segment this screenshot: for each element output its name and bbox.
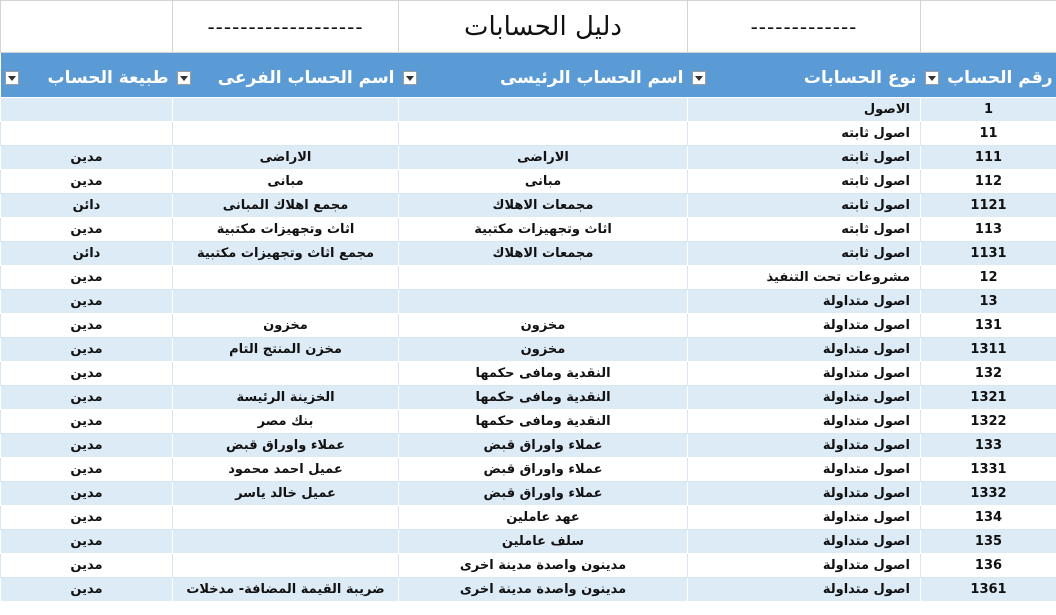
cell-nature[interactable]: دائن (1, 194, 173, 218)
header-sub-label: اسم الحساب الفرعى (217, 68, 395, 88)
table-row (1, 410, 1056, 434)
cell-nature[interactable]: مدين (1, 434, 173, 458)
cell-nature[interactable]: مدين (1, 170, 173, 194)
cell-sub-account[interactable]: عميل احمد محمود (173, 458, 399, 482)
cell-sub-account[interactable]: مخزن المنتج التام (173, 338, 399, 362)
cell-account-type[interactable]: اصول متداولة (688, 314, 921, 338)
table-row (1, 194, 1056, 218)
cell-nature[interactable]: مدين (1, 554, 173, 578)
cell-sub-account[interactable] (173, 530, 399, 554)
cell-nature[interactable]: مدين (1, 530, 173, 554)
cell-sub-account[interactable] (173, 506, 399, 530)
empty-cell[interactable] (1, 1, 173, 53)
cell-main-account[interactable]: النقدية ومافى حكمها (399, 386, 688, 410)
cell-nature[interactable]: مدين (1, 578, 173, 602)
table-row (1, 218, 1056, 242)
dashes-left-cell[interactable]: ------------------- (173, 1, 399, 53)
cell-sub-account[interactable]: مجمع اهلاك المبانى (173, 194, 399, 218)
cell-nature[interactable]: مدين (1, 410, 173, 434)
table-row (1, 482, 1056, 506)
cell-sub-account[interactable]: بنك مصر (173, 410, 399, 434)
cell-sub-account[interactable]: عملاء واوراق قبض (173, 434, 399, 458)
table-row (1, 554, 1056, 578)
cell-account-number[interactable]: 135 (921, 530, 1056, 554)
cell-account-number[interactable]: 113 (921, 218, 1056, 242)
header-type[interactable] (688, 59, 921, 98)
header-main-label: اسم الحساب الرئيسى (499, 68, 684, 88)
table-row (1, 242, 1056, 266)
cell-sub-account[interactable] (173, 554, 399, 578)
cell-main-account[interactable]: مخزون (399, 314, 688, 338)
cell-main-account[interactable]: النقدية ومافى حكمها (399, 410, 688, 434)
table-row (1, 458, 1056, 482)
cell-account-number[interactable]: 133 (921, 434, 1056, 458)
dashes-right-cell[interactable]: ------------- (688, 1, 921, 53)
cell-sub-account[interactable]: ضريبة القيمة المضافة- مدخلات (173, 578, 399, 602)
cell-account-number[interactable]: 12 (921, 266, 1056, 290)
cell-sub-account[interactable]: عميل خالد ياسر (173, 482, 399, 506)
header-sub[interactable] (173, 59, 399, 98)
table-row (1, 98, 1056, 122)
cell-sub-account[interactable]: مبانى (173, 170, 399, 194)
table-row (1, 146, 1056, 170)
cell-main-account[interactable] (399, 266, 688, 290)
table-row (1, 338, 1056, 362)
cell-account-type[interactable]: اصول متداولة (688, 362, 921, 386)
header-num-label: رقم الحساب (947, 68, 1053, 88)
cell-account-number[interactable]: 1331 (921, 458, 1056, 482)
title-row (1, 1, 1056, 53)
table-row (1, 506, 1056, 530)
cell-sub-account[interactable]: مخزون (173, 314, 399, 338)
cell-account-type[interactable]: اصول ثابته (688, 170, 921, 194)
cell-nature[interactable]: مدين (1, 218, 173, 242)
cell-account-number[interactable]: 1361 (921, 578, 1056, 602)
cell-nature[interactable]: مدين (1, 290, 173, 314)
cell-account-number[interactable]: 1321 (921, 386, 1056, 410)
table-row (1, 170, 1056, 194)
header-type-label: نوع الحسابات (803, 68, 917, 88)
cell-main-account[interactable]: مجمعات الاهلاك (399, 242, 688, 266)
cell-sub-account[interactable] (173, 290, 399, 314)
cell-account-number[interactable]: 136 (921, 554, 1056, 578)
filter-dropdown-icon[interactable] (5, 71, 19, 85)
cell-main-account[interactable]: الاراضى (399, 146, 688, 170)
cell-sub-account[interactable]: الخزينة الرئيسة (173, 386, 399, 410)
cell-account-type[interactable]: اصول ثابته (688, 146, 921, 170)
cell-nature[interactable]: مدين (1, 314, 173, 338)
table-row (1, 314, 1056, 338)
cell-sub-account[interactable]: مجمع اثاث وتجهيزات مكتبية (173, 242, 399, 266)
cell-main-account[interactable]: مدينون واصدة مدينة اخرى (399, 554, 688, 578)
cell-main-account[interactable]: عملاء واوراق قبض (399, 458, 688, 482)
cell-account-type[interactable]: اصول متداولة (688, 458, 921, 482)
cell-nature[interactable]: مدين (1, 362, 173, 386)
cell-account-type[interactable]: اصول متداولة (688, 338, 921, 362)
cell-account-type[interactable]: اصول متداولة (688, 578, 921, 602)
cell-account-number[interactable]: 134 (921, 506, 1056, 530)
cell-account-number[interactable]: 1332 (921, 482, 1056, 506)
cell-nature[interactable]: مدين (1, 482, 173, 506)
table-row (1, 386, 1056, 410)
cell-nature[interactable] (1, 98, 173, 122)
cell-account-type[interactable]: اصول متداولة (688, 554, 921, 578)
cell-nature[interactable]: مدين (1, 266, 173, 290)
cell-account-number[interactable]: 112 (921, 170, 1056, 194)
cell-nature[interactable]: دائن (1, 242, 173, 266)
cell-main-account[interactable] (399, 290, 688, 314)
filter-dropdown-icon[interactable] (403, 71, 417, 85)
cell-sub-account[interactable] (173, 122, 399, 146)
cell-main-account[interactable]: سلف عاملين (399, 530, 688, 554)
header-main[interactable] (399, 59, 688, 98)
cell-account-type[interactable]: اصول متداولة (688, 506, 921, 530)
cell-main-account[interactable]: عهد عاملين (399, 506, 688, 530)
cell-account-type[interactable]: مشروعات تحت التنفيذ (688, 266, 921, 290)
header-row (1, 59, 1056, 98)
cell-account-number[interactable]: 1131 (921, 242, 1056, 266)
cell-account-number[interactable]: 132 (921, 362, 1056, 386)
cell-account-number[interactable]: 1121 (921, 194, 1056, 218)
header-nature[interactable] (1, 59, 173, 98)
table-row (1, 266, 1056, 290)
table-row (1, 290, 1056, 314)
cell-nature[interactable] (1, 122, 173, 146)
cell-nature[interactable]: مدين (1, 386, 173, 410)
sheet-title[interactable]: دليل الحسابات (399, 1, 688, 53)
cell-account-type[interactable]: اصول متداولة (688, 290, 921, 314)
cell-account-type[interactable]: اصول ثابته (688, 122, 921, 146)
cell-main-account[interactable]: مبانى (399, 170, 688, 194)
table-row (1, 122, 1056, 146)
cell-main-account[interactable]: عملاء واوراق قبض (399, 482, 688, 506)
cell-account-type[interactable]: اصول ثابته (688, 218, 921, 242)
header-num[interactable] (921, 59, 1056, 98)
cell-main-account[interactable]: مدينون واصدة مدينة اخرى (399, 578, 688, 602)
cell-account-number[interactable]: 1311 (921, 338, 1056, 362)
cell-account-number[interactable]: 13 (921, 290, 1056, 314)
cell-nature[interactable]: مدين (1, 506, 173, 530)
cell-account-type[interactable]: اصول ثابته (688, 242, 921, 266)
cell-main-account[interactable] (399, 122, 688, 146)
cell-sub-account[interactable]: اثاث وتجهيزات مكتبية (173, 218, 399, 242)
header-nature-label: طبيعة الحساب (47, 68, 169, 88)
cell-main-account[interactable]: مجمعات الاهلاك (399, 194, 688, 218)
cell-account-number[interactable]: 11 (921, 122, 1056, 146)
cell-account-number[interactable]: 131 (921, 314, 1056, 338)
cell-sub-account[interactable] (173, 98, 399, 122)
cell-nature[interactable]: مدين (1, 458, 173, 482)
cell-account-type[interactable]: الاصول (688, 98, 921, 122)
cell-sub-account[interactable]: الاراضى (173, 146, 399, 170)
filter-dropdown-icon[interactable] (692, 71, 706, 85)
table-row (1, 578, 1056, 602)
cell-main-account[interactable]: النقدية ومافى حكمها (399, 362, 688, 386)
cell-account-type[interactable]: اصول متداولة (688, 530, 921, 554)
cell-account-type[interactable]: اصول ثابته (688, 194, 921, 218)
table-row (1, 530, 1056, 554)
cell-account-type[interactable]: اصول متداولة (688, 386, 921, 410)
filter-dropdown-icon[interactable] (177, 71, 191, 85)
table-row (1, 434, 1056, 458)
cell-main-account[interactable]: مخزون (399, 338, 688, 362)
table-row (1, 362, 1056, 386)
cell-main-account[interactable] (399, 98, 688, 122)
cell-account-type[interactable]: اصول متداولة (688, 434, 921, 458)
empty-cell[interactable] (921, 1, 1056, 53)
cell-sub-account[interactable] (173, 362, 399, 386)
cell-sub-account[interactable] (173, 266, 399, 290)
cell-main-account[interactable]: عملاء واوراق قبض (399, 434, 688, 458)
cell-account-type[interactable]: اصول متداولة (688, 482, 921, 506)
cell-account-number[interactable]: 1 (921, 98, 1056, 122)
cell-nature[interactable]: مدين (1, 146, 173, 170)
cell-account-type[interactable]: اصول متداولة (688, 410, 921, 434)
filter-dropdown-icon[interactable] (925, 71, 939, 85)
cell-nature[interactable]: مدين (1, 338, 173, 362)
cell-account-number[interactable]: 1322 (921, 410, 1056, 434)
cell-account-number[interactable]: 111 (921, 146, 1056, 170)
cell-main-account[interactable]: اثاث وتجهيزات مكتبية (399, 218, 688, 242)
